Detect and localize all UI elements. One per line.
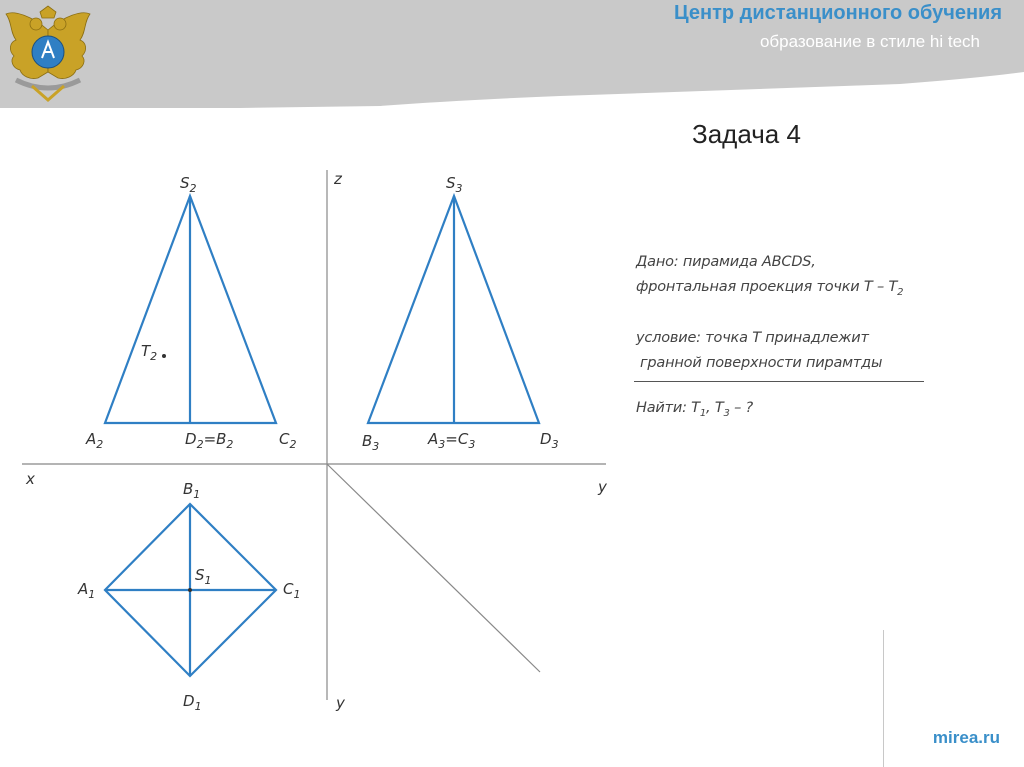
task-title: Задача 4 — [692, 119, 801, 149]
diagonal-constant-line — [327, 464, 540, 672]
given-line-4: гранной поверхности пирамтды — [640, 355, 883, 371]
label-c2: $C_2$ — [279, 430, 297, 451]
point-t2-marker — [162, 354, 166, 358]
label-a2: $A_2$ — [86, 430, 104, 451]
axis-label-x: x — [26, 470, 35, 488]
header-subtitle: образование в стиле hi tech — [759, 32, 980, 51]
label-d3: $D_3$ — [540, 430, 559, 451]
given-line-2: фронтальная проекция точки T – $T_2$ — [636, 279, 904, 298]
find-line: Найти: $T_1$, $T_3$ – ? — [636, 400, 754, 419]
footer-site: mirea.ru — [932, 728, 1000, 747]
label-s1: $S_1$ — [195, 566, 212, 587]
note-divider — [634, 381, 924, 382]
label-b1: $B_1$ — [183, 480, 201, 501]
label-a3-c3: $A_3=C_3$ — [428, 430, 476, 451]
axis-label-y-bottom: y — [336, 694, 345, 712]
label-c1: $C_1$ — [283, 580, 301, 601]
label-b3: $B_3$ — [362, 432, 380, 453]
label-t2: $T_2$ — [141, 342, 158, 363]
label-a1: $A_1$ — [78, 580, 96, 601]
orthographic-projection-drawing — [0, 110, 1024, 767]
label-d1: $D_1$ — [183, 692, 202, 713]
label-s2: $S_2$ — [180, 174, 197, 195]
axis-label-y-right: y — [598, 478, 607, 496]
header-title: Центр дистанционного обучения — [674, 2, 1002, 24]
given-line-1: Дано: пирамида ABCDS, — [636, 254, 816, 270]
footer-divider-line — [883, 630, 884, 767]
given-line-3: условие: точка T принадлежит — [636, 330, 869, 346]
double-headed-eagle-emblem-icon — [2, 2, 94, 102]
point-s1-marker — [188, 588, 192, 592]
axis-label-z: z — [334, 170, 342, 188]
label-s3: $S_3$ — [446, 174, 463, 195]
label-d2-b2: $D_2=B_2$ — [185, 430, 234, 451]
